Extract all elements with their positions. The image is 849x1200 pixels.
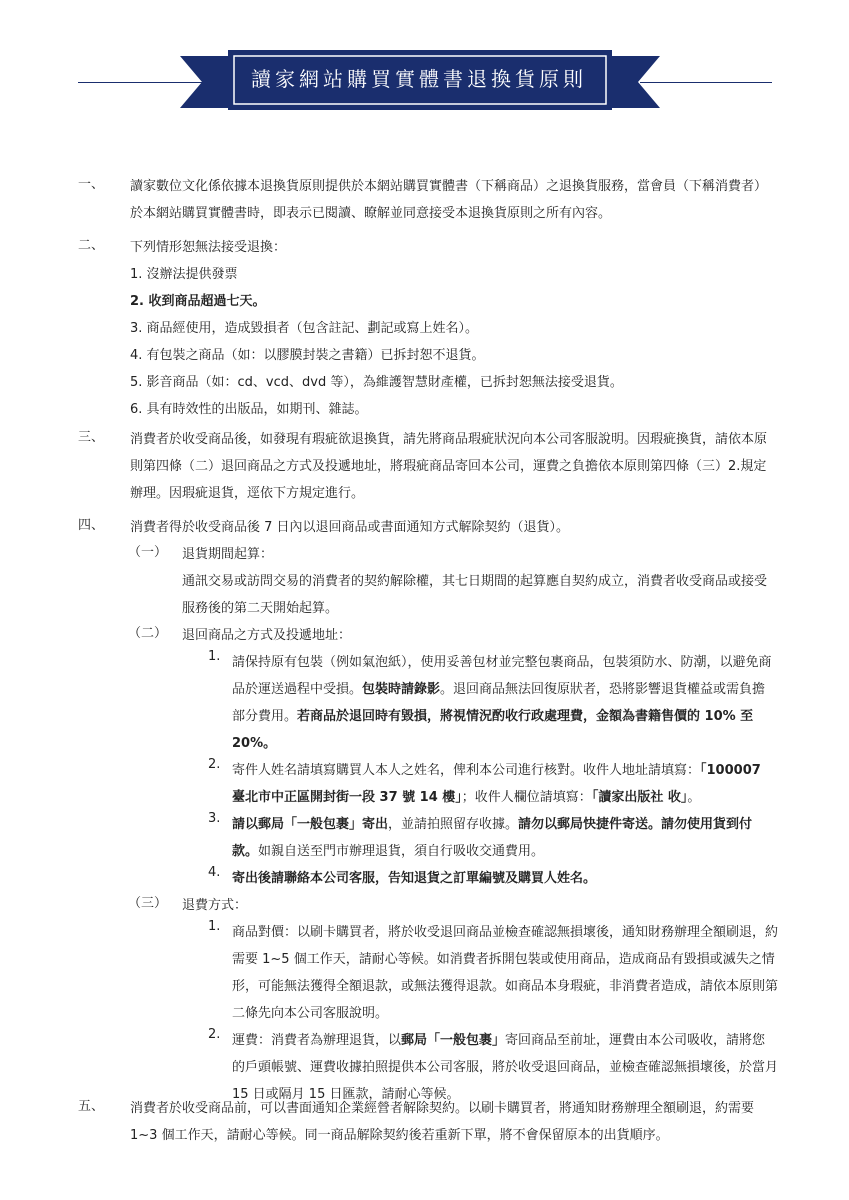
section-text: 消費者於收受商品前，可以書面通知企業經營者解除契約。以刷卡購買者，將通知財務辦理全額刷退，約需要 1~3 個工作天，請耐心等候。同一商品解除契約後若重新下單，將不會保留原本的出貨順序。 [130,1101,755,1143]
list-item: 4. 有包裝之商品（如：以膠膜封裝之書籍）已拆封恕不退貨。 [130,348,485,363]
subsection-1 [130,541,778,622]
subsection-text: 通訊交易或訪問交易的消費者的契約解除權，其七日期間的起算應自契約成立，消費者收受商品或接受服務後的第二天開始起算。 [182,574,768,616]
list-item: 1. 沒辦法提供發票 [130,267,238,282]
list-item: 4. 寄出後請聯絡本公司客服，告知退貨之訂單編號及購買人姓名。 [208,865,597,886]
list-item: 6. 具有時效性的出版品，如期刊、雜誌。 [130,402,368,417]
subsection-number: （一） [128,545,168,560]
section-number: 五、 [78,1099,105,1114]
list-item: 1. 商品對價：以刷卡購買者，將於收受退回商品並檢查確認無損壞後，通知財務辦理全額刷退，約需要 1~5 個工作天，請耐心等候。如消費者拆開包裝或使用商品，造成商品有毀損或滅失之情形，可能無法獲得全額退款，或無法獲得退款。如商品本身瑕疵，非消費者造成，請依本原則第二條先向本公司客服說明。 [208,919,779,1021]
section-number: 四、 [78,518,105,533]
list-item: 2. 收到商品超過七天。 [130,294,266,309]
section-2 [78,234,778,423]
section-number: 三、 [78,430,105,445]
section-1 [78,173,778,227]
list-item: 1. 請保持原有包裝（例如氣泡紙），使用妥善包材並完整包裹商品，包裝須防水、防潮，以避免商品於運送過程中受損。包裝時請錄影。退回商品無法回復原狀者，恐將影響退貨權益或需負擔部分費用。若商品於退回時有毀損，將視情況酌收行政處理費，金額為書籍售價的 10% 至 20%。 [208,649,772,751]
list-item: 3. 請以郵局「一般包裹」寄出，並請拍照留存收據。請勿以郵局快捷件寄送。請勿使用貨到付款。如親自送至門市辦理退貨，須自行吸收交通費用。 [208,811,753,859]
section-number: 二、 [78,238,105,253]
list-item: 3. 商品經使用，造成毀損者（包含註記、劃記或寫上姓名）。 [130,321,479,336]
section-3 [78,426,778,507]
section-text: 讀家數位文化係依據本退換貨原則提供於本網站購買實體書（下稱商品）之退換貨服務，當會員（下稱消費者）於本網站購買實體書時，即表示已閱讀、瞭解並同意接受本退換貨原則之所有內容。 [130,179,768,221]
list-item: 2. 運費：消費者為辦理退貨，以郵局「一般包裹」寄回商品至前址，運費由本公司吸收，請將您的戶頭帳號、運費收據拍照提供本公司客服，將於收受退回商品，並檢查確認無損壞後，於當月 15 日或隔月 15 日匯款，請耐心等候。 [208,1027,779,1102]
page-title: 讀家網站購買實體書退換貨原則 [251,66,587,91]
subsection-title: 退貨期間起算： [182,547,274,562]
list-item: 5. 影音商品（如：cd、vcd、dvd 等），為維護智慧財產權，已拆封恕無法接受退貨。 [130,375,623,390]
subsection-2 [130,622,778,892]
section-text: 下列情形恕無法接受退換： [130,240,287,255]
section-text: 消費者得於收受商品後 7 日內以退回商品或書面通知方式解除契約（退貨）。 [130,520,570,535]
subsection-title: 退回商品之方式及投遞地址： [182,628,352,643]
section-4 [78,514,778,1108]
subsection-number: （三） [128,896,168,911]
list-item: 2. 寄件人姓名請填寫購買人本人之姓名，俾利本公司進行核對。收件人地址請填寫：「100007 臺北市中正區開封街一段 37 號 14 樓」；收件人欄位請填寫：「讀家出版社 收」。 [208,757,761,805]
section-number: 一、 [78,177,105,192]
subsection-title: 退費方式： [182,898,248,913]
subsection-number: （二） [128,626,168,641]
subsection-3 [130,892,778,1108]
section-5 [78,1095,778,1149]
section-text: 消費者於收受商品後，如發現有瑕疵欲退換貨，請先將商品瑕疵狀況向本公司客服說明。因瑕疵換貨，請依本原則第四條（二）退回商品之方式及投遞地址，將瑕疵商品寄回本公司，運費之負擔依本原則第四條（三）2.規定辦理。因瑕疵退貨，逕依下方規定進行。 [130,432,768,501]
